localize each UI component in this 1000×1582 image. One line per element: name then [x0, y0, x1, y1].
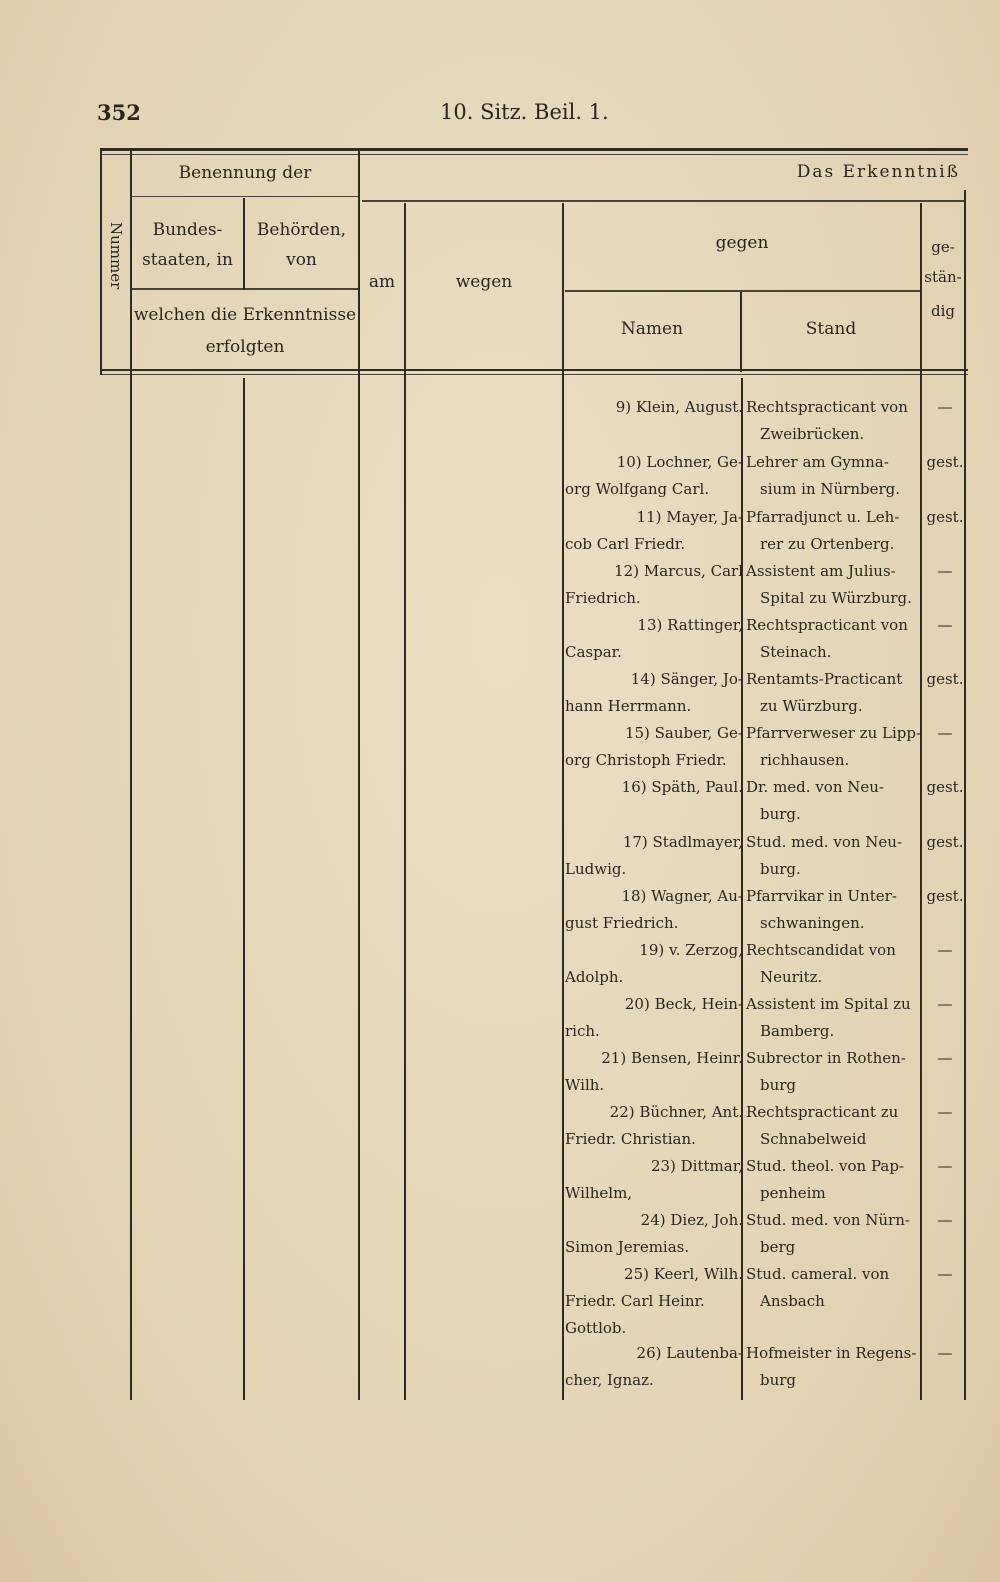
- row-name: 13) Rattinger, Caspar.: [565, 616, 743, 661]
- page-number: 352: [97, 100, 141, 125]
- row-stand: Assistent am Julius- Spital zu Würzburg.: [746, 562, 912, 607]
- row-name: 15) Sauber, Ge- org Christoph Friedr.: [565, 724, 743, 769]
- row-stand: Stud. theol. von Pap- penheim: [746, 1157, 904, 1202]
- col-rule-3: [358, 148, 360, 1400]
- row-gestaendig: gest.: [926, 887, 964, 905]
- header-bundesstaaten-1: Bundes-: [152, 220, 223, 240]
- row-gestaendig: —: [937, 1157, 953, 1175]
- row-stand: Rechtspracticant von Steinach.: [746, 616, 908, 661]
- row-stand: Rechtspracticant zu Schnabelweid: [746, 1103, 899, 1148]
- header-gestaendig-2: stän-: [924, 268, 962, 286]
- row-stand: Pfarradjunct u. Leh- rer zu Ortenberg.: [746, 508, 900, 553]
- bundesstaaten-underline: [132, 288, 358, 290]
- row-gestaendig: —: [937, 1103, 953, 1121]
- row-gestaendig: gest.: [926, 453, 964, 471]
- row-stand: Pfarrvikar in Unter- schwaningen.: [746, 887, 897, 932]
- row-stand: Stud. cameral. von Ansbach: [746, 1265, 890, 1310]
- header-gestaendig-3: dig: [930, 302, 955, 320]
- row-name: 24) Diez, Joh. Simon Jeremias.: [565, 1211, 743, 1256]
- header-erkenntniss: Das Erkenntniß: [796, 162, 960, 182]
- row-gestaendig: —: [937, 995, 953, 1013]
- header-wegen: wegen: [455, 272, 513, 292]
- row-name: 26) Lautenba- cher, Ignaz.: [565, 1344, 743, 1389]
- row-gestaendig: —: [937, 1211, 953, 1229]
- row-stand: Assistent im Spital zu Bamberg.: [746, 995, 911, 1040]
- header-stand: Stand: [805, 319, 857, 339]
- row-gestaendig: —: [937, 1049, 953, 1067]
- header-namen: Namen: [620, 319, 684, 339]
- header-am: am: [368, 272, 396, 292]
- row-gestaendig: gest.: [926, 670, 964, 688]
- row-gestaendig: —: [937, 562, 953, 580]
- header-behoerden-1: Behörden,: [256, 220, 347, 240]
- row-gestaendig: —: [937, 941, 953, 959]
- row-name: 11) Mayer, Ja- cob Carl Friedr.: [565, 508, 743, 553]
- row-gestaendig: gest.: [926, 833, 964, 851]
- col-rule-5: [562, 203, 564, 1400]
- row-stand: Stud. med. von Nürn- berg: [746, 1211, 910, 1256]
- header-gestaendig-1: ge-: [931, 238, 955, 256]
- row-stand: Lehrer am Gymna- sium in Nürnberg.: [746, 453, 901, 498]
- row-name: 22) Büchner, Ant. Friedr. Christian.: [565, 1103, 743, 1148]
- row-name: 25) Keerl, Wilh. Friedr. Carl Heinr. Gottlob.: [565, 1265, 743, 1337]
- col-rule-2: [243, 378, 245, 1400]
- row-name: 21) Bensen, Heinr. Wilh.: [565, 1049, 743, 1094]
- header-bottom-rule-inner: [100, 374, 968, 375]
- benennung-underline: [132, 196, 358, 197]
- row-name: 23) Dittmar, Wilhelm,: [565, 1157, 743, 1202]
- header-nummer: Nummer: [107, 222, 125, 290]
- row-stand: Rechtscandidat von Neuritz.: [746, 941, 896, 986]
- row-name: 9) Klein, August.: [615, 398, 743, 416]
- row-name: 12) Marcus, Carl Friedrich.: [565, 562, 743, 607]
- header-welchen-1: welchen die Erkenntnisse: [133, 305, 357, 325]
- row-gestaendig: —: [937, 616, 953, 634]
- header-benennung: Benennung der: [178, 163, 312, 183]
- row-stand: Pfarrverweser zu Lipp- richhausen.: [746, 724, 922, 769]
- row-gestaendig: —: [937, 398, 953, 416]
- row-gestaendig: gest.: [926, 778, 964, 796]
- row-stand: Rentamts-Practicant zu Würzburg.: [746, 670, 903, 715]
- header-welchen-2: erfolgten: [205, 337, 285, 357]
- col-rule-4: [404, 203, 406, 1400]
- row-gestaendig: —: [937, 1265, 953, 1283]
- row-name: 18) Wagner, Au- gust Friedrich.: [565, 887, 743, 932]
- table-top-rule-inner: [100, 154, 968, 155]
- row-name: 20) Beck, Hein- rich.: [565, 995, 743, 1040]
- gegen-underline: [565, 290, 920, 292]
- row-gestaendig: gest.: [926, 508, 964, 526]
- header-bundesstaaten-2: staaten, in: [142, 250, 233, 270]
- row-stand: Dr. med. von Neu- burg.: [746, 778, 884, 823]
- row-stand: Subrector in Rothen- burg: [746, 1049, 906, 1094]
- running-title: 10. Sitz. Beil. 1.: [440, 100, 609, 124]
- nummer-left-rule: [100, 148, 102, 375]
- header-bottom-rule: [100, 369, 968, 371]
- row-stand: Stud. med. von Neu- burg.: [746, 833, 903, 878]
- row-gestaendig: —: [937, 724, 953, 742]
- row-stand: Rechtspracticant von Zweibrücken.: [746, 398, 908, 443]
- header-gegen: gegen: [715, 233, 769, 253]
- row-name: 10) Lochner, Ge- org Wolfgang Carl.: [565, 453, 743, 498]
- header-behoerden-2: von: [286, 250, 317, 270]
- row-name: 16) Späth, Paul.: [621, 778, 743, 796]
- table-top-rule: [100, 148, 968, 151]
- row-stand: Hofmeister in Regens- burg: [746, 1344, 917, 1389]
- row-gestaendig: —: [937, 1344, 953, 1362]
- row-name: 17) Stadlmayer, Ludwig.: [565, 833, 743, 878]
- row-name: 14) Sänger, Jo- hann Herrmann.: [565, 670, 743, 715]
- erkenntniss-underline: [362, 200, 966, 202]
- row-name: 19) v. Zerzog, Adolph.: [565, 941, 743, 986]
